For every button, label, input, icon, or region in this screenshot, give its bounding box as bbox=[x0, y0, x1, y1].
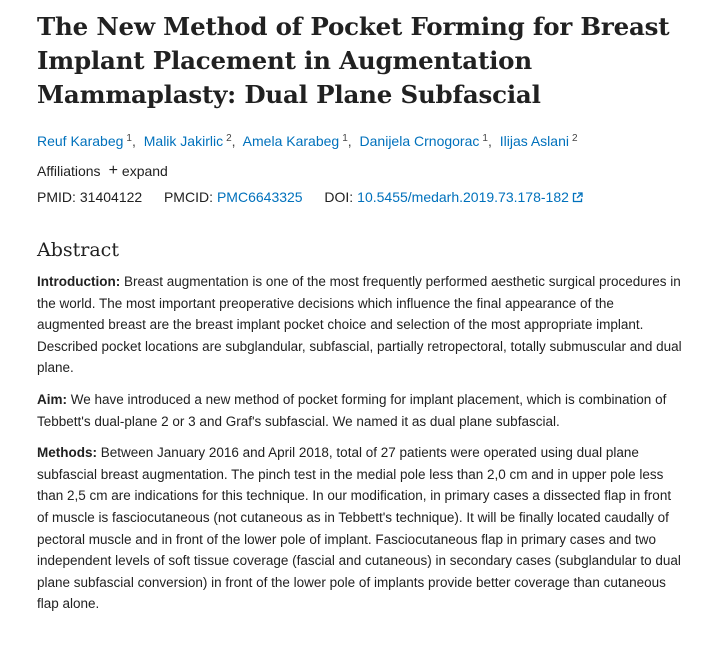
author-affiliation-number[interactable]: 2 bbox=[571, 133, 578, 144]
pmcid-link[interactable]: PMC6643325 bbox=[216, 189, 303, 205]
plus-icon: + bbox=[108, 162, 118, 179]
abstract-paragraph-aim bbox=[37, 389, 683, 432]
author-separator: , bbox=[347, 133, 352, 149]
pmid-label: PMID: bbox=[37, 189, 76, 205]
article-identifiers bbox=[37, 187, 683, 207]
author-link[interactable]: Amela Karabeg bbox=[242, 133, 340, 149]
author-affiliation-number[interactable]: 1 bbox=[342, 133, 348, 144]
author-separator: , bbox=[131, 133, 136, 149]
author-separator: , bbox=[487, 133, 492, 149]
author-link[interactable]: Danijela Crnogorac bbox=[359, 133, 480, 149]
author-affiliation-number[interactable]: 1 bbox=[482, 133, 488, 144]
external-link-icon[interactable] bbox=[572, 192, 583, 203]
section-text: We have introduced a new method of pocket forming for implant placement, which is combination of Tebbett's dual-plane 2 or 3 and Graf's subfascial. We named it as dual plane subfascial. bbox=[37, 391, 667, 429]
author-list bbox=[37, 129, 683, 151]
author-link[interactable]: Malik Jakirlic bbox=[143, 133, 224, 149]
section-label: Introduction: bbox=[37, 274, 121, 289]
affiliations-row bbox=[37, 161, 683, 181]
affiliations-label: Affiliations bbox=[37, 163, 101, 179]
abstract-paragraph-introduction bbox=[37, 271, 683, 379]
section-label: Methods: bbox=[37, 445, 97, 461]
doi-label: DOI: bbox=[324, 189, 354, 205]
author-link[interactable]: Reuf Karabeg bbox=[37, 133, 124, 149]
pmid-value: 31404122 bbox=[79, 189, 143, 205]
author-affiliation-number[interactable]: 1 bbox=[126, 133, 132, 144]
author-separator: , bbox=[231, 133, 236, 149]
author-link[interactable]: Ilijas Aslani bbox=[499, 133, 569, 149]
doi-link[interactable] bbox=[357, 189, 583, 205]
abstract-heading: Abstract bbox=[37, 239, 119, 261]
expand-label: expand bbox=[121, 163, 168, 179]
affiliations-expand-button[interactable] bbox=[109, 161, 168, 181]
author-affiliation-number[interactable]: 2 bbox=[226, 133, 232, 144]
section-label: Aim: bbox=[37, 391, 67, 407]
doi-value[interactable]: 10.5455/medarh.2019.73.178-182 bbox=[357, 189, 569, 205]
section-text: Breast augmentation is one of the most frequently performed aesthetic surgical procedures in the world. The most important preoperative decisions which influence the final appearance of the augmented breast are the breast implant pocket choice and selection of the most appropriate implant. Described pocket locations are subglandular, subfascial, partially retropectoral, totally submuscular and dual plane. bbox=[37, 274, 682, 376]
article-title: The New Method of Pocket Forming for Breast Implant Placement in Augmentation Mammaplasty: Dual Plane Subfascial bbox=[37, 12, 670, 109]
section-text: Between January 2016 and April 2018, total of 27 patients were operated using dual plane subfascial breast augmentation. The pinch test in the medial pole less than 2,0 cm and in upper pole less than 2,5 cm are indications for this technique. In our modification, in primary cases a dissected flap in front of muscle is fasciocutaneous (not cutaneous as in Tebbett's technique). It will be finally located caudally of pectoral muscle and in front of the lower pole of implant. Fasciocutaneous flap in primary cases and two independent levels of soft tissue coverage (fascial and cutaneous) in secondary cases (subglandular to dual plane subfascial conversion) in front of the lower pole of implants provide better coverage than cutaneous flap alone. bbox=[37, 445, 681, 612]
abstract-paragraph-methods bbox=[37, 442, 683, 615]
pmcid-label: PMCID: bbox=[163, 189, 213, 205]
